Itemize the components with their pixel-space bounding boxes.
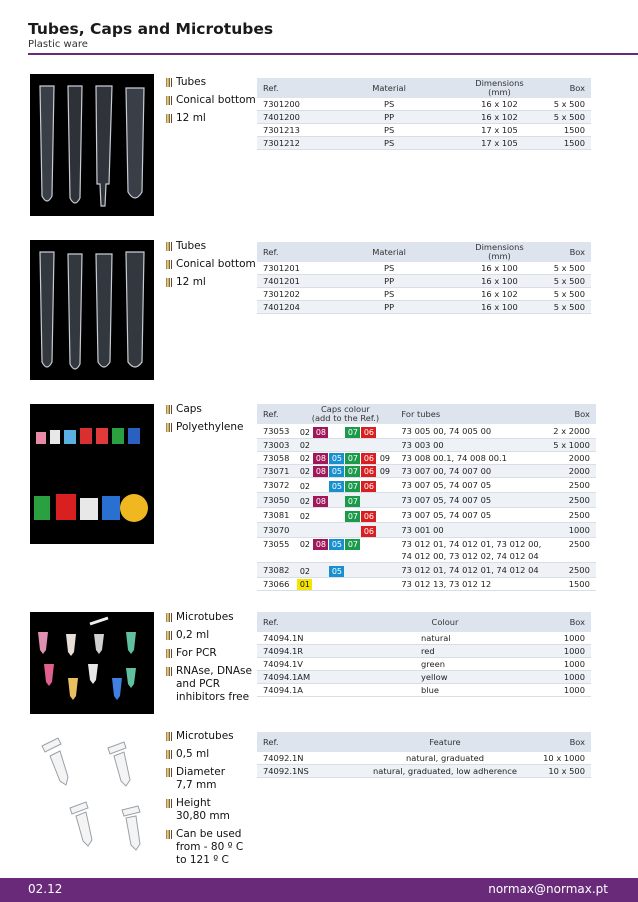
page-number: 02.12 <box>28 882 63 896</box>
table-row: 7401200 PP 16 x 102 5 x 500 <box>257 111 591 124</box>
cap-colour-chip: 09 <box>379 454 390 463</box>
table-row <box>257 452 596 465</box>
table-microtubes-02 <box>257 612 591 697</box>
table-caps <box>257 404 596 591</box>
cap-colours <box>295 478 395 493</box>
cap-colour-chip: 05 <box>329 539 344 550</box>
table-row: 74092.1NS natural, graduated, low adherence 10 x 500 <box>257 765 591 778</box>
cap-colour-chip: 02 <box>299 482 310 491</box>
cap-colour-chip: 06 <box>361 481 376 492</box>
cap-colour-chip: 05 <box>329 566 344 577</box>
cap-colour-chip: 08 <box>313 466 328 477</box>
cap-for-tubes: 73 012 13, 73 012 12 <box>395 578 547 591</box>
cap-colours <box>295 508 395 523</box>
cap-for-tubes: 73 007 05, 74 007 05 <box>395 493 547 508</box>
table-row <box>257 478 596 493</box>
section-1-labels <box>166 76 258 130</box>
label: Tubes <box>166 240 258 253</box>
table-row: 74094.1N natural 1000 <box>257 632 591 645</box>
cap-box: 2500 <box>547 508 596 523</box>
cap-box: 2500 <box>547 538 596 563</box>
cap-colour-chip <box>297 523 312 534</box>
cap-colour-chip: 07 <box>345 481 360 492</box>
cap-colour-chip: 08 <box>313 496 328 507</box>
cap-colours <box>295 493 395 508</box>
cap-colour-chip <box>329 523 344 534</box>
cap-colours <box>295 465 395 478</box>
cap-colour-chip <box>329 508 344 519</box>
cap-for-tubes: 73 007 05, 74 007 05 <box>395 508 547 523</box>
cap-box: 2000 <box>547 465 596 478</box>
cap-colour-chip: 06 <box>361 526 376 537</box>
table-row <box>257 465 596 478</box>
section-2-labels <box>166 240 258 294</box>
table-row: 7301200 PS 16 x 102 5 x 500 <box>257 98 591 111</box>
cap-colour-chip: 07 <box>345 511 360 522</box>
cap-colour-chip: 02 <box>299 454 310 463</box>
product-photo-caps <box>30 404 154 544</box>
section-5-labels <box>166 730 258 872</box>
cap-colour-chip: 02 <box>299 512 310 521</box>
cap-colour-chip: 02 <box>299 497 310 506</box>
cap-colours <box>295 523 395 538</box>
label: Conical bottom <box>166 258 258 271</box>
cap-ref: 73050 <box>257 493 295 508</box>
cap-colour-chip: 07 <box>345 539 360 550</box>
cap-colour-chip: 06 <box>361 511 376 522</box>
cap-ref: 73053 <box>257 424 295 439</box>
cap-ref: 73082 <box>257 563 295 578</box>
cap-for-tubes: 73 007 05, 74 007 05 <box>395 478 547 493</box>
cap-colour-chip: 07 <box>345 466 360 477</box>
cap-box: 2500 <box>547 563 596 578</box>
label: 0,5 ml <box>166 748 258 761</box>
cap-box: 2500 <box>547 493 596 508</box>
table-microtubes-05 <box>257 732 591 778</box>
cap-colour-chip: 08 <box>313 427 328 438</box>
label: 0,2 ml <box>166 629 258 642</box>
cap-ref: 73070 <box>257 523 295 538</box>
cap-for-tubes: 73 003 00 <box>395 439 547 452</box>
cap-box: 2500 <box>547 478 596 493</box>
label: RNAse, DNAse and PCR inhibitors free <box>166 665 258 704</box>
table-row <box>257 563 596 578</box>
cap-colour-chip <box>313 508 328 519</box>
cap-colour-chip: 07 <box>345 427 360 438</box>
cap-colour-chip: 08 <box>313 453 328 464</box>
section-3-labels <box>166 403 258 439</box>
cap-colour-chip: 05 <box>329 481 344 492</box>
cap-for-tubes: 73 012 01, 74 012 01, 73 012 00, 74 012 00, 73 012 02, 74 012 04 <box>395 538 547 563</box>
table-row <box>257 424 596 439</box>
cap-box: 2000 <box>547 452 596 465</box>
product-photo-microtubes-02 <box>30 612 154 714</box>
table-row <box>257 439 596 452</box>
section-4-labels <box>166 611 258 709</box>
cap-colour-chip: 02 <box>299 567 310 576</box>
cap-colour-chip: 02 <box>299 540 310 549</box>
table-row: 7301213 PS 17 x 105 1500 <box>257 124 591 137</box>
label: Microtubes <box>166 611 258 624</box>
table-row: 74094.1R red 1000 <box>257 645 591 658</box>
cap-colour-chip: 07 <box>345 496 360 507</box>
cap-colour-chip: 02 <box>299 428 310 437</box>
cap-colour-chip: 09 <box>379 467 390 476</box>
cap-colour-chip: 02 <box>299 441 310 450</box>
cap-for-tubes: 73 008 00.1, 74 008 00.1 <box>395 452 547 465</box>
footer <box>0 878 638 902</box>
table-row: 74092.1N natural, graduated 10 x 1000 <box>257 752 591 765</box>
cap-for-tubes: 73 012 01, 74 012 01, 74 012 04 <box>395 563 547 578</box>
table-header: Ref. Material Dimensions (mm) Box <box>257 242 591 262</box>
cap-colour-chip <box>329 424 344 435</box>
table-row: 7301202 PS 16 x 102 5 x 500 <box>257 288 591 301</box>
col-box: Box <box>548 78 591 98</box>
label: Polyethylene <box>166 421 258 434</box>
table-row <box>257 578 596 591</box>
cap-for-tubes: 73 005 00, 74 005 00 <box>395 424 547 439</box>
table-header: Ref. Caps colour (add to the Ref.) For tubes Box <box>257 404 596 424</box>
cap-colour-chip <box>313 563 328 574</box>
cap-colour-chip: 05 <box>329 466 344 477</box>
label: Diameter 7,7 mm <box>166 766 258 792</box>
cap-colour-chip: 05 <box>329 453 344 464</box>
cap-colour-chip: 06 <box>361 466 376 477</box>
page-subtitle: Plastic ware <box>28 39 88 50</box>
table-row: 7401204 PP 16 x 100 5 x 500 <box>257 301 591 314</box>
table-row <box>257 493 596 508</box>
page-title: Tubes, Caps and Microtubes <box>28 20 274 38</box>
table-row: 7401201 PP 16 x 100 5 x 500 <box>257 275 591 288</box>
cap-colour-chip: 08 <box>313 539 328 550</box>
table-tubes-1 <box>257 78 591 150</box>
cap-colours <box>295 439 395 452</box>
cap-ref: 73072 <box>257 478 295 493</box>
col-material: Material <box>327 78 451 98</box>
table-row: 7301201 PS 16 x 100 5 x 500 <box>257 262 591 275</box>
table-row: 74094.1AM yellow 1000 <box>257 671 591 684</box>
email-link[interactable]: normax@normax.pt <box>488 882 608 896</box>
cap-ref: 73003 <box>257 439 295 452</box>
table-row: 7301212 PS 17 x 105 1500 <box>257 137 591 150</box>
cap-for-tubes: 73 007 00, 74 007 00 <box>395 465 547 478</box>
table-row <box>257 538 596 563</box>
cap-colours <box>295 538 395 563</box>
header-divider <box>28 53 638 55</box>
table-row <box>257 508 596 523</box>
table-row: 74094.1V green 1000 <box>257 658 591 671</box>
label: For PCR <box>166 647 258 660</box>
label: Tubes <box>166 76 258 89</box>
cap-box: 5 x 1000 <box>547 439 596 452</box>
table-row <box>257 523 596 538</box>
label: Caps <box>166 403 258 416</box>
label: 12 ml <box>166 276 258 289</box>
cap-ref: 73081 <box>257 508 295 523</box>
cap-colours <box>295 452 395 465</box>
cap-colour-chip <box>313 478 328 489</box>
cap-colour-chip: 01 <box>297 579 312 590</box>
product-photo-tubes-1 <box>30 74 154 216</box>
cap-colours <box>295 578 395 591</box>
cap-ref: 73055 <box>257 538 295 563</box>
table-tubes-2 <box>257 242 591 314</box>
table-header: Ref. Feature Box <box>257 732 591 752</box>
label: Microtubes <box>166 730 258 743</box>
cap-colours <box>295 563 395 578</box>
cap-colour-chip <box>313 523 328 534</box>
cap-ref: 73071 <box>257 465 295 478</box>
label: Can be used from - 80 º C to 121 º C <box>166 828 258 867</box>
cap-colour-chip: 06 <box>361 427 376 438</box>
cap-box: 1000 <box>547 523 596 538</box>
col-dimensions: Dimensions (mm) <box>451 78 547 98</box>
col-ref: Ref. <box>257 78 327 98</box>
cap-ref: 73066 <box>257 578 295 591</box>
table-row: 74094.1A blue 1000 <box>257 684 591 697</box>
label: Conical bottom <box>166 94 258 107</box>
table-header <box>257 78 591 98</box>
cap-box: 2 x 2000 <box>547 424 596 439</box>
label: Height 30,80 mm <box>166 797 258 823</box>
cap-colour-chip: 07 <box>345 453 360 464</box>
cap-ref: 73058 <box>257 452 295 465</box>
cap-box: 1500 <box>547 578 596 591</box>
label: 12 ml <box>166 112 258 125</box>
cap-colour-chip <box>345 523 360 534</box>
table-header: Ref. Colour Box <box>257 612 591 632</box>
product-photo-microtubes-05 <box>30 730 154 870</box>
cap-colours <box>295 424 395 439</box>
cap-colour-chip <box>329 493 344 504</box>
cap-colour-chip: 02 <box>299 467 310 476</box>
cap-for-tubes: 73 001 00 <box>395 523 547 538</box>
cap-colour-chip: 06 <box>361 453 376 464</box>
product-photo-tubes-2 <box>30 240 154 380</box>
